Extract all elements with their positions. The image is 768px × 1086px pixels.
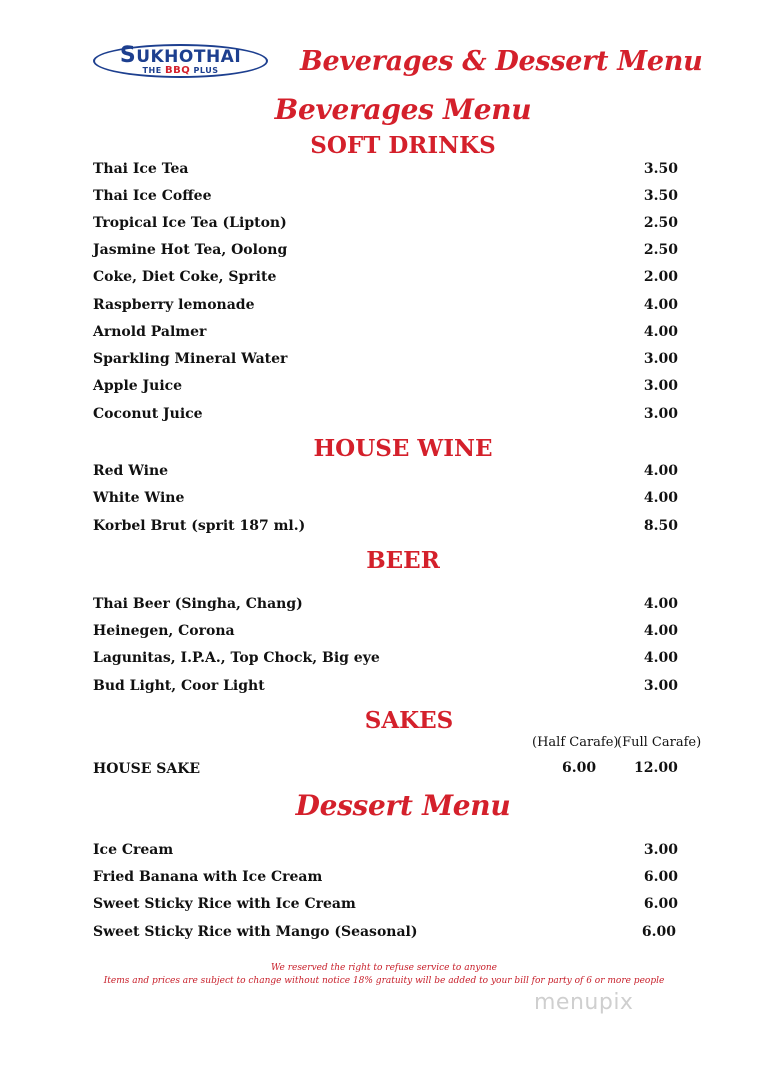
full-carafe-price: 12.00 [634,760,678,776]
item-price: 4.00 [643,297,678,313]
item-name: Jasmine Hot Tea, Oolong [93,242,288,258]
menu-item [93,322,678,342]
item-price: 3.00 [643,378,678,394]
item-name: Thai Ice Coffee [93,188,212,204]
item-price: 2.00 [643,269,678,285]
item-name: Raspberry lemonade [93,297,255,313]
item-name: Lagunitas, I.P.A., Top Chock, Big eye [93,650,380,666]
item-price: 3.50 [643,188,678,204]
beer-heading: BEER [366,547,440,574]
item-price: 2.50 [643,242,678,258]
item-price: 4.00 [643,490,678,506]
item-price: 4.00 [643,650,678,666]
item-price: 3.00 [643,678,678,694]
dessert-heading: Dessert Menu [295,789,511,822]
soft-drinks-heading: SOFT DRINKS [310,132,496,159]
sakes-heading: SAKES [364,707,454,734]
restaurant-logo [93,44,268,78]
menu-item [93,213,678,233]
item-price: 2.50 [643,215,678,231]
item-name: Red Wine [93,463,169,479]
menu-item [93,295,678,315]
item-name: Sweet Sticky Rice with Ice Cream [93,896,356,912]
beverages-heading: Beverages Menu [274,93,532,126]
menu-item [93,349,678,369]
menu-item [93,894,678,914]
item-price: 6.00 [643,869,678,885]
item-price: 4.00 [643,623,678,639]
item-name: Coke, Diet Coke, Sprite [93,269,277,285]
footer-note-pricing: Items and prices are subject to change without notice 18% gratuity will be added to your bill for party of 6 or more people [103,976,665,986]
menu-item [93,267,678,287]
menu-item [93,404,678,424]
menu-item [93,867,678,887]
item-name: Apple Juice [93,378,183,394]
item-price: 8.50 [643,518,678,534]
item-price: 3.50 [643,161,678,177]
item-name: Heinegen, Corona [93,623,235,639]
half-carafe-price: 6.00 [562,760,597,776]
item-name: Bud Light, Coor Light [93,678,265,694]
item-name: Coconut Juice [93,406,203,422]
item-name: Arnold Palmer [93,324,207,340]
house-wine-heading: HOUSE WINE [313,435,493,462]
menu-item [93,648,678,668]
item-name: Thai Ice Tea [93,161,189,177]
item-name: Sweet Sticky Rice with Mango (Seasonal) [93,924,418,940]
menu-item [93,621,678,641]
item-price: 4.00 [643,463,678,479]
logo-tagline: THE BBQ PLUS [142,65,219,76]
item-name: Tropical Ice Tea (Lipton) [93,215,287,231]
menu-item [93,594,678,614]
item-price: 4.00 [643,596,678,612]
item-price: 3.00 [643,842,678,858]
menu-item [93,676,678,696]
half-carafe-label: (Half Carafe) [532,735,619,750]
full-carafe-label: (Full Carafe) [617,735,702,750]
item-price: 4.00 [643,324,678,340]
item-name: HOUSE SAKE [93,761,201,777]
item-price: 3.00 [643,351,678,367]
menu-item [93,488,678,508]
menu-item [93,759,393,779]
item-name: Sparkling Mineral Water [93,351,288,367]
item-price: 3.00 [643,406,678,422]
document-title: Beverages & Dessert Menu [300,46,703,77]
item-name: Fried Banana with Ice Cream [93,869,323,885]
menu-item [93,840,678,860]
menu-item [93,376,678,396]
item-name: White Wine [93,490,185,506]
menu-item [93,516,678,536]
menu-item [93,240,678,260]
footer-note-service: We reserved the right to refuse service to anyone [270,963,497,973]
watermark: menupix [534,990,634,1015]
logo-wordmark: SUKHOTHAI [119,43,242,68]
item-price: 6.00 [641,924,676,940]
menu-item [93,186,678,206]
item-name: Ice Cream [93,842,174,858]
menu-item [93,922,676,942]
item-name: Thai Beer (Singha, Chang) [93,596,303,612]
menu-item [93,159,678,179]
menu-item [93,461,678,481]
item-price: 6.00 [643,896,678,912]
item-name: Korbel Brut (sprit 187 ml.) [93,518,306,534]
